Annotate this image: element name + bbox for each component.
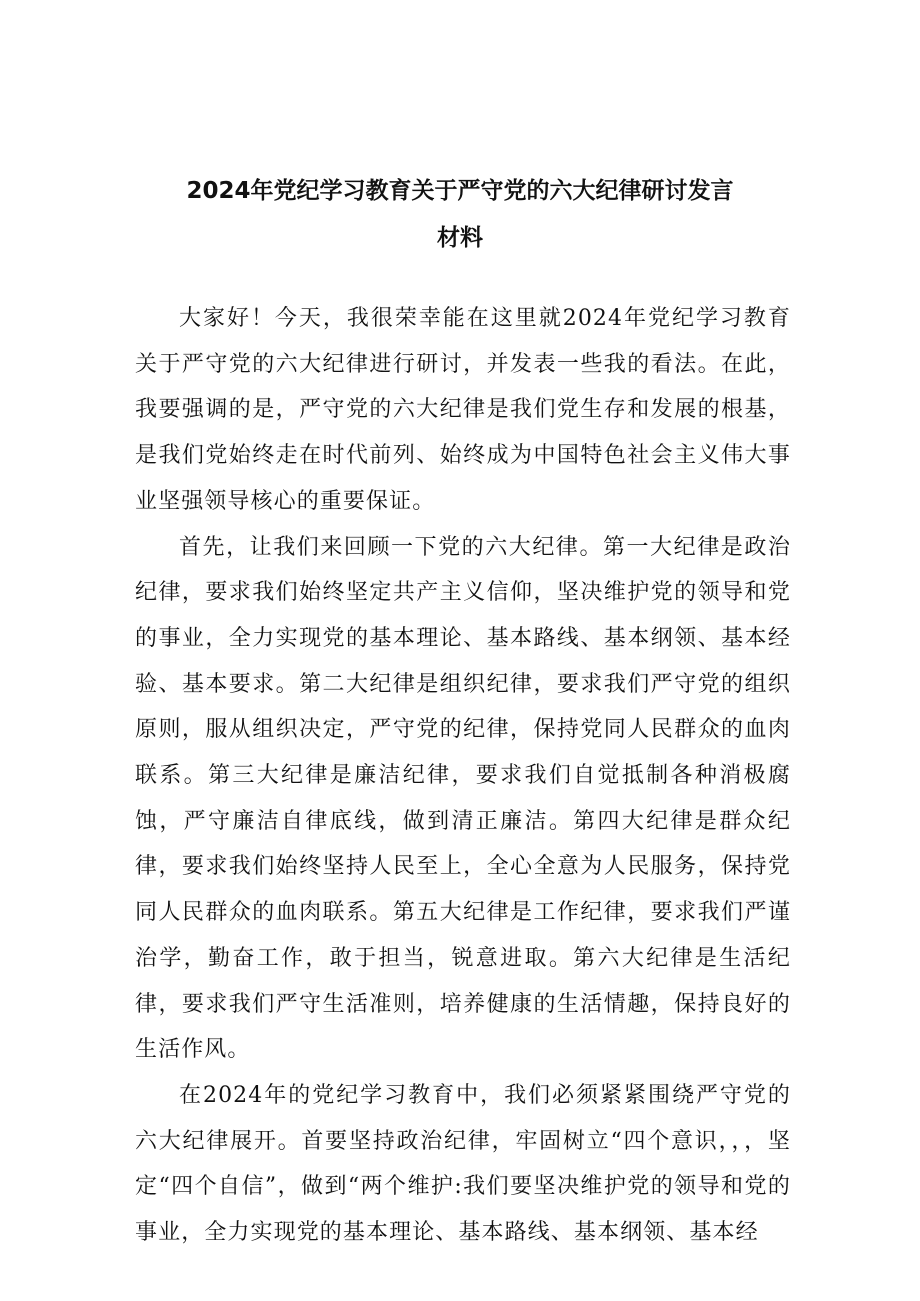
paragraph-1: 大家好！今天，我很荣幸能在这里就2024年党纪学习教育关于严守党的六大纪律进行研讨，并发表一些我的看法。在此，我要强调的是，严守党的六大纪律是我们党生存和发展的根基，是我们党始终走在时代前列、始终成为中国特色社会主义伟大事业坚强领导核心的重要保证。 bbox=[135, 306, 791, 514]
paragraph-3: 在2024年的党纪学习教育中，我们必须紧紧围绕严守党的六大纪律展开。首要坚持政治纪律，牢固树立“四个意识，，，坚定“四个自信”，做到“两个维护:我们要坚决维护党的领导和党的事业，全力实现党的基本理论、基本路线、基本纲领、基本经 bbox=[135, 1082, 791, 1246]
paragraph-2: 首先，让我们来回顾一下党的六大纪律。第一大纪律是政治纪律，要求我们始终坚定共产主义信仰，坚决维护党的领导和党的事业，全力实现党的基本理论、基本路线、基本纲领、基本经验、基本要求。第二大纪律是组织纪律，要求我们严守党的组织原则，服从组织决定，严守党的纪律，保持党同人民群众的血肉联系。第三大纪律是廉洁纪律，要求我们自觉抵制各种消极腐蚀，严守廉洁自律底线，做到清正廉洁。第四大纪律是群众纪律，要求我们始终坚持人民至上，全心全意为人民服务，保持党同人民群众的血肉联系。第五大纪律是工作纪律，要求我们严谨治学，勤奋工作，敢于担当，锐意进取。第六大纪律是生活纪律，要求我们严守生活准则，培养健康的生活情趣，保持良好的生活作风。 bbox=[135, 534, 791, 1063]
document-body bbox=[135, 296, 791, 1256]
title-line-1: 2024年党纪学习教育关于严守党的六大纪律研讨发言 bbox=[186, 178, 734, 204]
document-title bbox=[130, 168, 790, 262]
title-line-2: 材料 bbox=[437, 225, 483, 251]
